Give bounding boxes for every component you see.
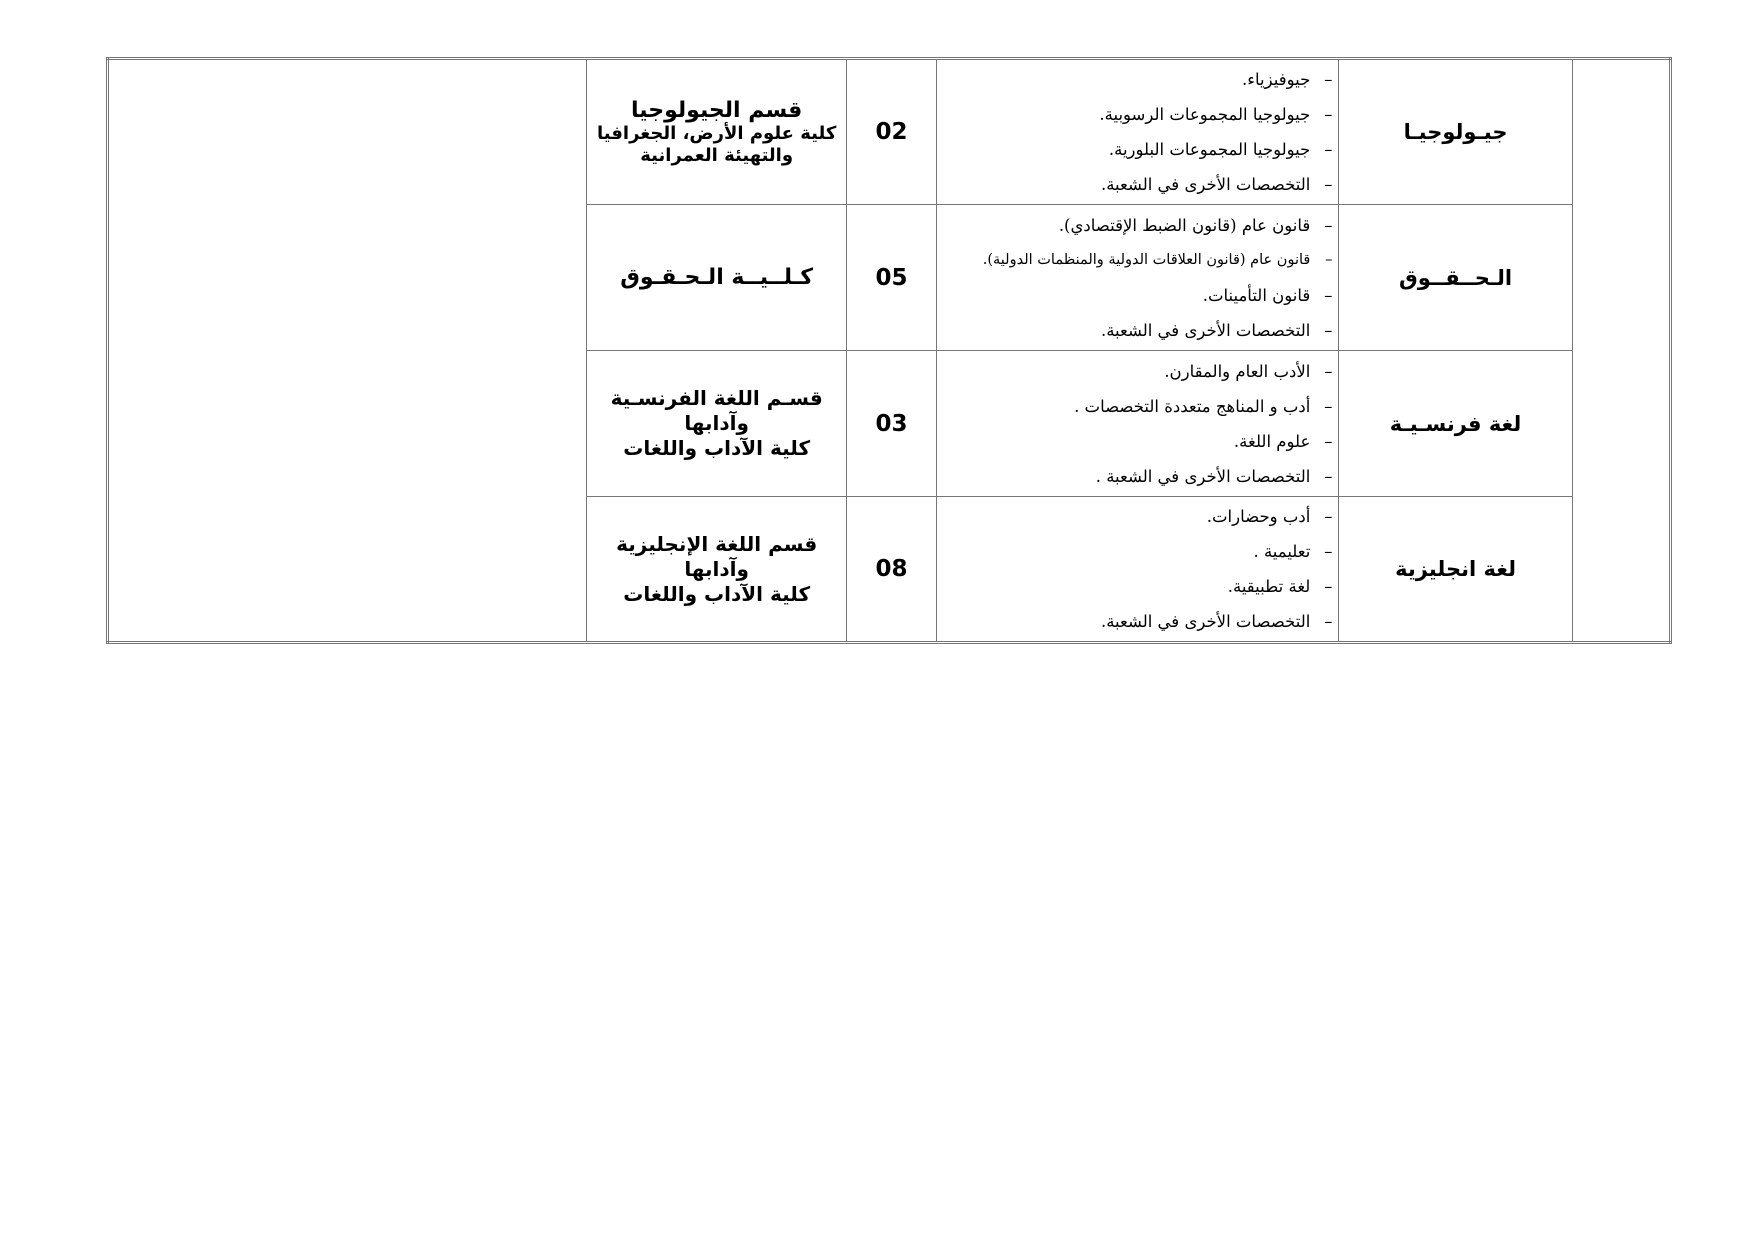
list-item: – جيوفيزياء.: [1242, 70, 1333, 89]
list-item: – قانون عام (قانون العلاقات الدولية والمنظمات الدولية).: [982, 251, 1333, 268]
blank-column: [108, 59, 587, 643]
specialties-cell: [936, 205, 1339, 351]
specialties-cell: [936, 351, 1339, 497]
specialties-cell: [936, 497, 1339, 643]
list-item: – التخصصات الأخرى في الشعبة.: [1100, 320, 1333, 340]
specialties-list: [937, 499, 1339, 639]
seats-count: 05: [847, 205, 936, 351]
faculty-name: كـلــيــة الـحـقـوق: [620, 265, 814, 290]
department-name: قسـم اللغة الفرنسـية وآدابها: [610, 386, 823, 435]
specialties-table: [106, 57, 1672, 644]
faculty-name: والتهيئة العمرانية: [640, 144, 794, 166]
table-row: [108, 59, 1671, 205]
list-item: – أدب وحضارات.: [1206, 507, 1333, 526]
department-cell: [586, 351, 847, 497]
faculty-name: كلية الآداب واللغات: [623, 581, 811, 606]
department-cell: [586, 59, 847, 205]
seats-count: 03: [847, 351, 936, 497]
list-item: – الأدب العام والمقارن.: [1164, 361, 1333, 381]
list-item: – جيولوجيا المجموعات البلورية.: [1108, 140, 1333, 159]
seats-count: 02: [847, 59, 936, 205]
blank-column: [1572, 59, 1670, 643]
list-item: – التخصصات الأخرى في الشعبة.: [1100, 175, 1333, 194]
list-item: – علوم اللغة.: [1233, 431, 1333, 451]
specialties-list: [937, 208, 1339, 348]
faculty-name: كلية علوم الأرض، الجغرافيا: [597, 122, 837, 144]
list-item: – التخصصات الأخرى في الشعبة.: [1100, 612, 1333, 631]
list-item: – التخصصات الأخرى في الشعبة .: [1095, 466, 1333, 486]
specialties-list: [937, 354, 1339, 494]
branch-name: الـحــقــوق: [1339, 205, 1572, 351]
department-cell: [586, 205, 847, 351]
list-item: – أدب و المناهج متعددة التخصصات .: [1074, 396, 1333, 416]
list-item: – قانون التأمينات.: [1202, 285, 1333, 305]
specialties-cell: [936, 59, 1339, 205]
branch-name: جيـولوجيـا: [1339, 59, 1572, 205]
seats-count: 08: [847, 497, 936, 643]
specialties-list: [937, 62, 1339, 202]
list-item: – لغة تطبيقية.: [1227, 577, 1333, 596]
list-item: – جيولوجيا المجموعات الرسوبية.: [1099, 105, 1333, 124]
list-item: – تعليمية .: [1253, 542, 1333, 561]
department-name: قسم اللغة الإنجليزية وآدابها: [616, 531, 818, 581]
department-name: قسم الجيولوجيا: [631, 97, 803, 123]
branch-name: لغة فرنسـيـة: [1339, 351, 1572, 497]
branch-name: لغة انجليزية: [1339, 497, 1572, 643]
faculty-name: كلية الآداب واللغات: [623, 436, 811, 460]
department-cell: [586, 497, 847, 643]
list-item: – قانون عام (قانون الضبط الإقتصادي).: [1058, 215, 1333, 235]
